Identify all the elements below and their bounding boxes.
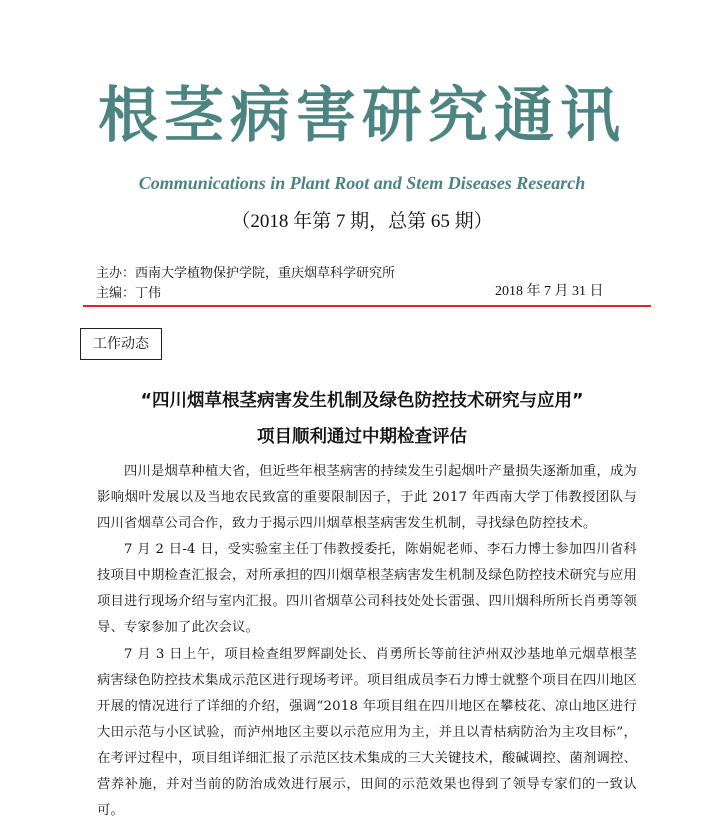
masthead-subtitle-en: Communications in Plant Root and Stem Diseases Research bbox=[138, 173, 586, 193]
publish-date: 2018 年 7 月 31 日 bbox=[495, 284, 604, 299]
masthead-title: 根茎病害研究通讯 bbox=[98, 81, 626, 151]
article-paragraph-3: 7 月 3 日上午，项目检查组罗辉副处长、肖勇所长等前往泸州双沙基地单元烟草根茎病害绿色防控技术集成示范区进行现场考评。项目组成员李石力博士就整个项目在四川地区开展的情况进行了详细的介绍，强调“2018 年项目组在四川地区在攀枝花、凉山地区进行大田示范与小区试验，而泸州地区主要以示范应用为主，并且以青枯病防治为主攻目标”，在考评过程中，项目组详细汇报了示范区技术集成的三大关键技术，酸碱调控、菌剂调控、营养补施，并对当前的防治成效进行展示，田间的示范效果也得到了领导专家们的一致认可。 bbox=[97, 647, 637, 818]
article-paragraph-2: 7 月 2 日-4 日，受实验室主任丁伟教授委托，陈娟妮老师、李石力博士参加四川省科技项目中期检查汇报会，对所承担的四川烟草根茎病害发生机制及绿色防控技术研究与应用项目进行现场介绍与室内汇报。四川省烟草公司科技处处长雷强、四川烟科所所长肖勇等领导、专家参加了此次会议。 bbox=[97, 542, 637, 635]
header-rule bbox=[83, 305, 651, 307]
editor-line: 主编：丁伟 bbox=[96, 285, 162, 300]
article-headline-line-2: 项目顺利通过中期检查评估 bbox=[257, 427, 467, 447]
issue-number: （2018 年第 7 期，总第 65 期） bbox=[231, 211, 493, 232]
sponsor-line: 主办：西南大学植物保护学院，重庆烟草科学研究所 bbox=[96, 265, 396, 280]
article-paragraph-1: 四川是烟草种植大省，但近些年根茎病害的持续发生引起烟叶产量损失逐渐加重，成为影响烟叶发展以及当地农民致富的重要限制因子，于此 2017 年西南大学丁伟教授团队与四川省烟草公司合作，致力于揭示四川烟草根茎病害发生机制，寻找绿色防控技术。 bbox=[97, 464, 637, 531]
section-label: 工作动态 bbox=[80, 328, 162, 360]
article-headline-line-1: “四川烟草根茎病害发生机制及绿色防控技术研究与应用” bbox=[140, 391, 584, 411]
